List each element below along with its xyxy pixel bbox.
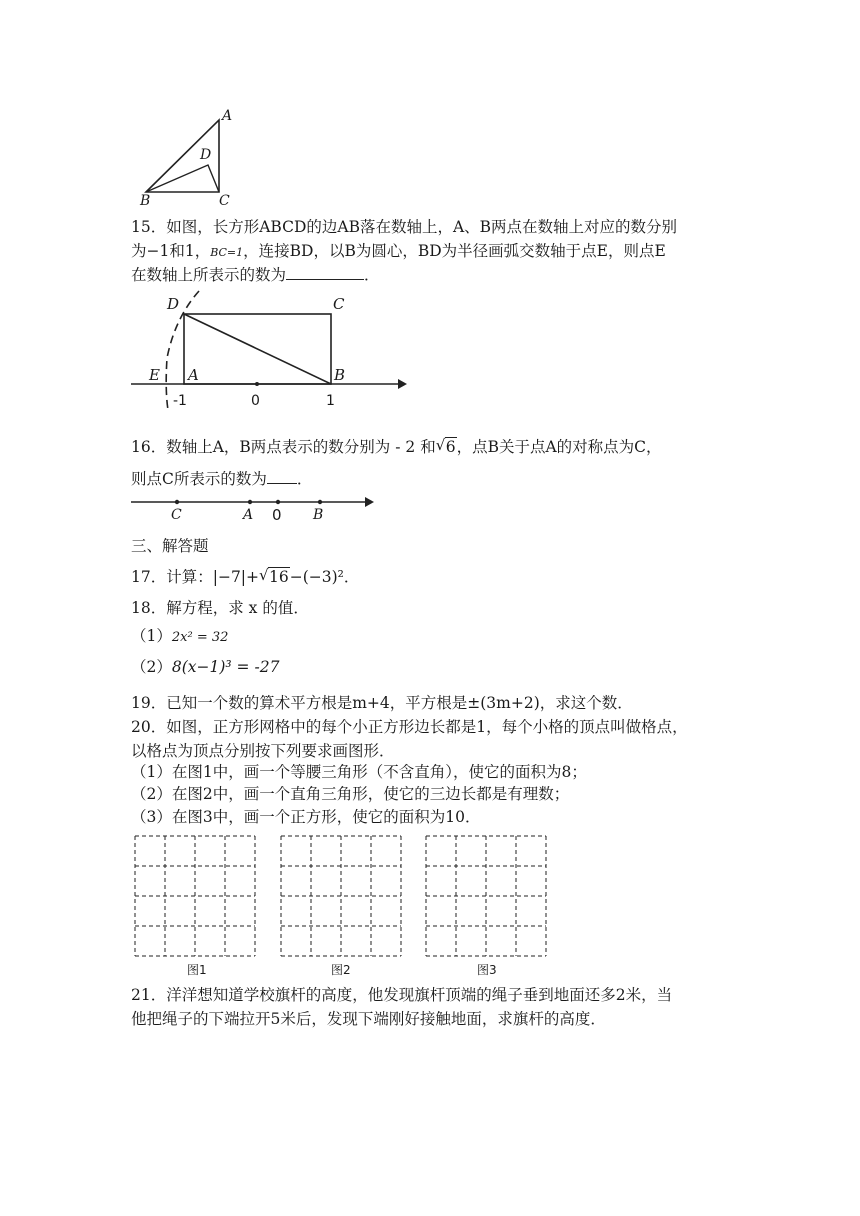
q20-sub1: （1）在图1中，画一个等腰三角形（不含直角），使它的面积为8； bbox=[131, 763, 587, 781]
q20-sub3: （3）在图3中，画一个正方形，使它的面积为10． bbox=[131, 808, 481, 826]
sqrt-6: √ 6 bbox=[435, 436, 456, 456]
caption-fig1: 图1 bbox=[187, 963, 207, 977]
q15-line1: 15．如图，长方形ABCD的边AB落在数轴上，A、B两点在数轴上对应的数分别 bbox=[131, 218, 678, 236]
label-origin: 0 bbox=[272, 506, 282, 524]
label-a: A bbox=[243, 507, 254, 523]
grid-1 bbox=[135, 836, 255, 956]
label-b: B bbox=[313, 507, 324, 523]
q17-line: 17．计算：|−7|+ √ 16−(−3)²． bbox=[131, 566, 360, 586]
section-heading: 三、解答题 bbox=[131, 537, 209, 555]
q16-line2: 则点C所表示的数为 ． bbox=[131, 470, 313, 488]
label-d: D bbox=[167, 295, 180, 313]
label-a: A bbox=[188, 366, 199, 384]
q20-sub2: （2）在图2中，画一个直角三角形，使它的三边长都是有理数； bbox=[131, 785, 570, 803]
label-a: A bbox=[222, 108, 233, 124]
label-d: D bbox=[200, 147, 212, 163]
label-c: C bbox=[333, 295, 345, 313]
caption-fig2: 图2 bbox=[331, 963, 351, 977]
grid-3 bbox=[426, 836, 546, 956]
label-b: B bbox=[334, 366, 346, 384]
label-c: C bbox=[219, 193, 230, 209]
tick-label-0: 0 bbox=[251, 393, 260, 409]
label-e: E bbox=[149, 366, 160, 384]
q18-line: 18．解方程，求 x 的值． bbox=[131, 599, 309, 617]
q16-line1: 16．数轴上A，B两点表示的数分别为 - 2 和 √ 6，点B关于点A的对称点为C， bbox=[131, 436, 662, 456]
label-b: B bbox=[140, 193, 151, 209]
caption-fig3: 图3 bbox=[477, 963, 497, 977]
q21-line1: 21．洋洋想知道学校旗杆的高度，他发现旗杆顶端的绳子垂到地面还多2米，当 bbox=[131, 986, 673, 1004]
q20-line1: 20．如图，正方形网格中的每个小正方形边长都是1，每个小格的顶点叫做格点， bbox=[131, 718, 688, 736]
grid-2 bbox=[281, 836, 401, 956]
tick-label-1: 1 bbox=[326, 393, 335, 409]
q21-line2: 他把绳子的下端拉开5米后，发现下端刚好接触地面，求旗杆的高度． bbox=[131, 1010, 606, 1028]
tick-label-neg1: -1 bbox=[173, 393, 187, 409]
q15-line3: 在数轴上所表示的数为 ． bbox=[131, 266, 380, 284]
sqrt-16: √ 16 bbox=[259, 566, 289, 586]
q19-line: 19．已知一个数的算术平方根是m+4，平方根是±(3m+2)，求这个数． bbox=[131, 694, 633, 712]
q18-part2: （2）8(x−1)³ = -27 bbox=[131, 658, 280, 676]
label-c: C bbox=[171, 507, 182, 523]
q20-line2: 以格点为顶点分别按下列要求画图形． bbox=[131, 742, 395, 760]
q18-part1: （1）2x² = 32 bbox=[131, 627, 229, 645]
q15-line2: 为−1和1，BC=1，连接BD，以B为圆心，BD为半径画弧交数轴于点E，则点E bbox=[131, 242, 666, 260]
